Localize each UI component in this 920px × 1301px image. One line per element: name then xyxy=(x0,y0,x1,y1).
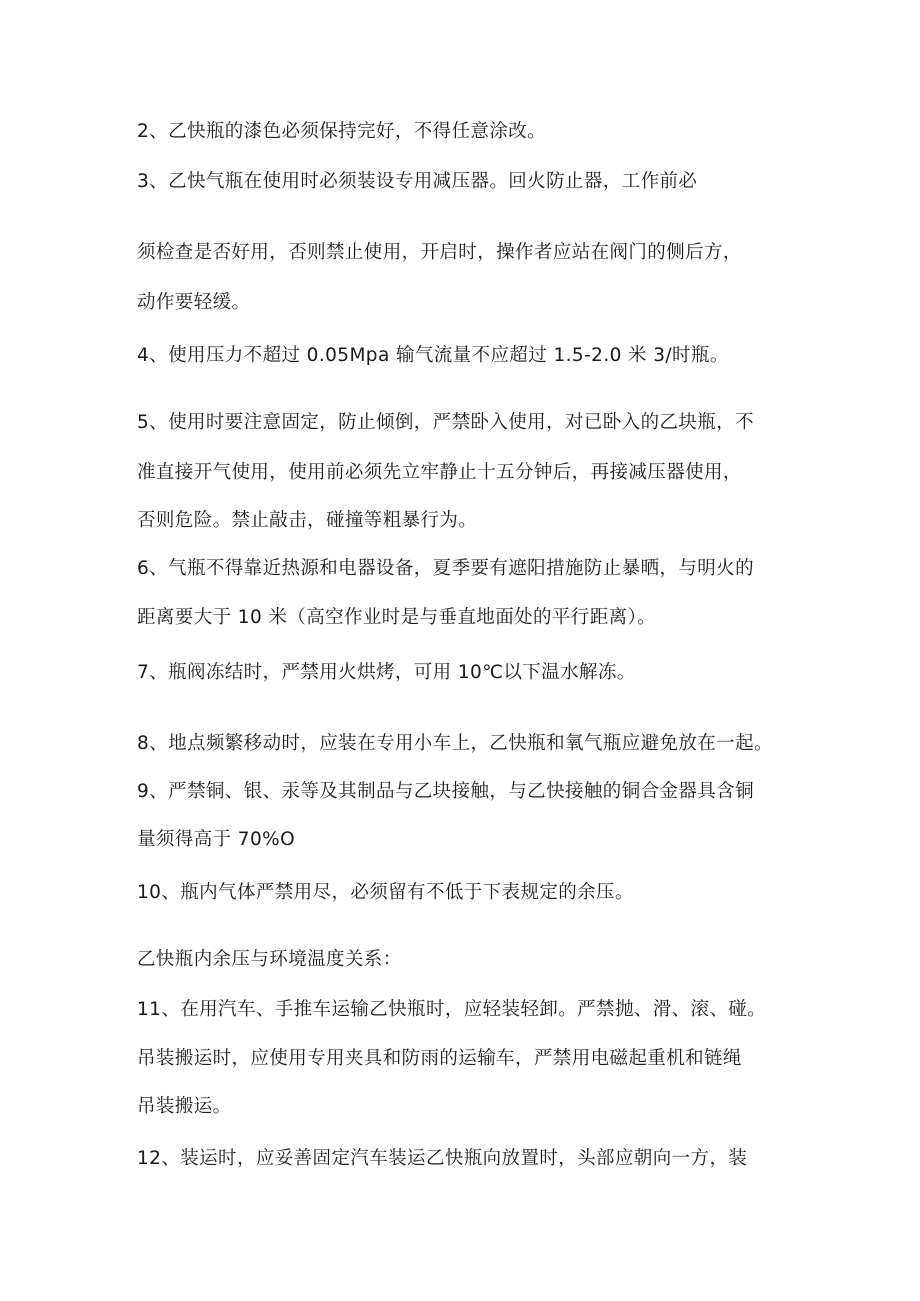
text-line-item-4: 4、使用压力不超过 0.05Mpa 输气流量不应超过 1.5-2.0 米 3/时瓶。 xyxy=(137,345,729,366)
text-line-item-6-cont-1: 距离要大于 10 米（高空作业时是与垂直地面处的平行距离）。 xyxy=(137,607,657,628)
text-line-item-5: 5、使用时要注意固定，防止倾倒，严禁卧入使用，对已卧入的乙块瓶，不 xyxy=(137,412,754,433)
text-line-item-3-cont-2: 动作要轻缓。 xyxy=(137,292,251,313)
text-line-item-2: 2、乙快瓶的漆色必须保持完好，不得任意涂改。 xyxy=(137,121,547,142)
text-line-item-3: 3、乙快气瓶在使用时必须装设专用减压器。回火防止器，工作前必 xyxy=(137,171,698,192)
text-line-item-8: 8、地点频繁移动时，应装在专用小车上，乙快瓶和氧气瓶应避免放在一起。 xyxy=(137,733,773,754)
text-line-item-11-cont-2: 吊装搬运。 xyxy=(137,1096,232,1117)
text-line-item-9: 9、严禁铜、银、汞等及其制品与乙块接触，与乙快接触的铜合金器具含铜 xyxy=(137,781,754,802)
text-line-item-5-cont-1: 准直接开气使用，使用前必须先立牢静止十五分钟后，再接减压器使用， xyxy=(137,462,742,483)
text-line-item-3-cont-1: 须检查是否好用，否则禁止使用，开启时，操作者应站在阀门的侧后方， xyxy=(137,242,742,263)
text-line-item-9-cont-1: 量须得高于 70%O xyxy=(137,829,296,850)
text-line-item-12: 12、装运时，应妥善固定汽车装运乙快瓶向放置时，头部应朝向一方，装 xyxy=(137,1148,748,1169)
text-line-table-caption: 乙快瓶内余压与环境温度关系： xyxy=(137,949,402,970)
text-line-item-11-cont-1: 吊装搬运时，应使用专用夹具和防雨的运输车，严禁用电磁起重机和链绳 xyxy=(137,1048,742,1069)
text-line-item-6: 6、气瓶不得靠近热源和电器设备，夏季要有遮阳措施防止暴晒，与明火的 xyxy=(137,558,754,579)
text-line-item-5-cont-2: 否则危险。禁止敲击，碰撞等粗暴行为。 xyxy=(137,510,478,531)
text-line-item-7: 7、瓶阀冻结时，严禁用火烘烤，可用 10℃以下温水解冻。 xyxy=(137,662,636,683)
text-line-item-11: 11、在用汽车、手推车运输乙快瓶时，应轻装轻卸。严禁抛、滑、滚、碰。 xyxy=(137,999,767,1020)
text-line-item-10: 10、瓶内气体严禁用尽，必须留有不低于下表规定的余压。 xyxy=(137,882,634,903)
